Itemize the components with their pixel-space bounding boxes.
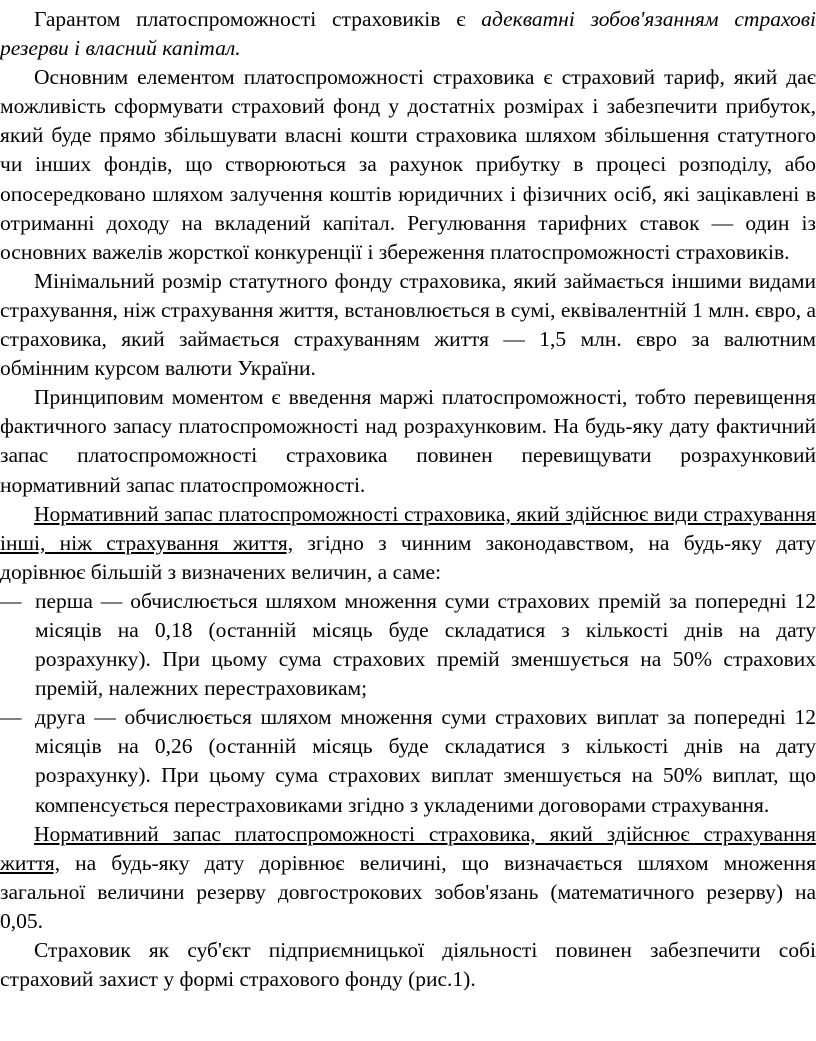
paragraph-solvency-margin: Принциповим моментом є введення маржі платоспроможності, тобто перевищення фактичного запасу платоспроможності над розрахунковим. На будь-яку дату фактичний запас платоспроможності страховика повинен перевищувати розрахунковий нормативний запас платоспроможності. [0, 385, 816, 497]
paragraph-non-life-requirement [0, 500, 816, 587]
list-dash: — [0, 705, 22, 730]
paragraph-italic-text: адекватні зобов'язанням страхові резерви і власний капітал. [0, 7, 816, 61]
list-item-first-method [0, 587, 816, 703]
list-item-text: перша — обчислюється шляхом множення суми страхових премій за попередні 12 місяців на 0,18 (останній місяць буде складатися з кількості днів на дату розрахунку). При цьому сума страхових премій зменшується на 50% страхових премій, належних перестраховикам; [35, 588, 816, 701]
list-item-text: друга — обчислюється шляхом множення суми страхових виплат за попередні 12 місяців на 0,26 (останній місяць буде складатися з кількості днів на дату розрахунку). При цьому сума страхових виплат зменшується на 50% виплат, що компенсується перестраховиками згідно з укладеними договорами страхування. [35, 705, 816, 817]
list-dash: — [0, 588, 22, 613]
paragraph-life-requirement [0, 820, 816, 936]
paragraph-insurance-tariff: Основним елементом платоспроможності страховика є страховий тариф, який дає можливість сформувати страховий фонд у достатніх розмірах і забезпечити прибуток, який буде прямо збільшувати власні кошти страховика шляхом збільшення статутного чи інших фондів, що створюються за рахунок прибутку в процесі розподілу, або опосередковано шляхом залучення коштів юридичних і фізичних осіб, які зацікавлені в отриманні доходу на вкладений капітал. Регулювання тарифних ставок — один із основних важелів жорсткої конкуренції і збереження платоспроможності страховиків. [0, 65, 816, 264]
list-item-second-method [0, 703, 816, 819]
paragraph-solvency-guarantor [0, 5, 816, 63]
underlined-heading-text: Нормативний запас платоспроможності страховика, який здійснює страхування життя, [0, 821, 816, 875]
paragraph-text: на будь-яку дату дорівнює величині, що визначається шляхом множення загальної величини резерву довгострокових зобов'язань (математичного резерву) на 0,05. [0, 850, 816, 933]
paragraph-lead-text: Гарантом платоспроможності страховиків є [34, 7, 482, 31]
underlined-heading-text: Нормативний запас платоспроможності страховика, який здійснює види страхування інші, ніж страхування життя, [0, 501, 816, 555]
paragraph-minimum-capital: Мінімальний розмір статутного фонду страховика, який займається іншими видами страхування, ніж страхування життя, встановлюється в сумі, еквівалентній 1 млн. євро, а страховика, який займається страхуванням життя — 1,5 млн. євро за валютним обмінним курсом валюти України. [0, 268, 816, 381]
paragraph-insurance-protection: Страховик як суб'єкт підприємницької діяльності повинен забезпечити собі страховий захист у формі страхового фонду (рис.1). [0, 938, 816, 992]
paragraph-text: згідно з чинним законодавством, на будь-яку дату дорівнює більшій з визначених величин, а саме: [0, 530, 816, 584]
